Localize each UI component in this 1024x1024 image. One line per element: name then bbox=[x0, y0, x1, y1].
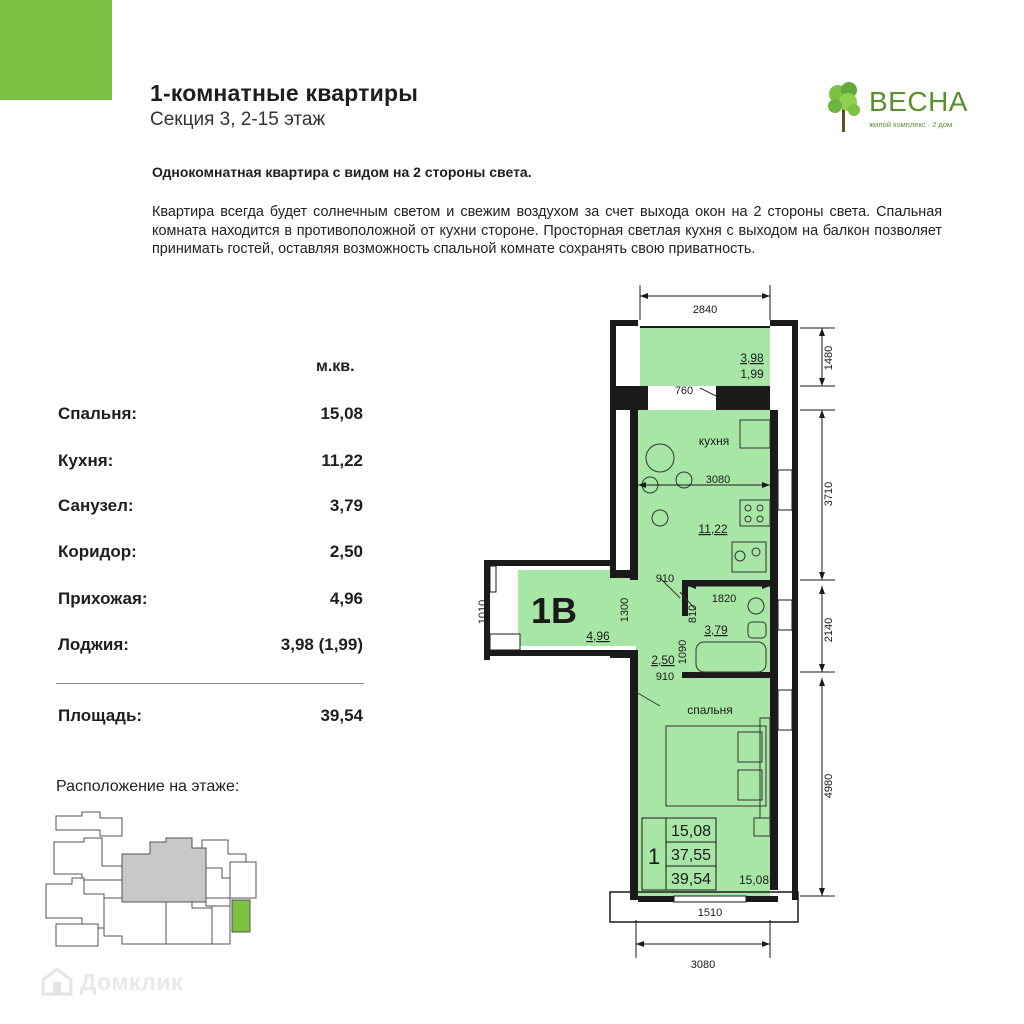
area-value: 2,50 bbox=[329, 542, 363, 561]
brand-tagline: жилой комплекс · 2 дом bbox=[869, 120, 953, 129]
dim-right-kitchen: 3710 bbox=[823, 481, 835, 507]
hall-area: 4,96 bbox=[586, 629, 610, 643]
area-value: 11,22 bbox=[321, 451, 363, 470]
brand-logo bbox=[824, 78, 968, 136]
area-label: Лоджия: bbox=[58, 635, 129, 654]
dim-window-width: 1510 bbox=[697, 907, 723, 919]
apartment-code: 1В bbox=[530, 590, 578, 631]
loggia-half-area: 1,99 bbox=[740, 367, 764, 381]
summary-rooms-count: 1 bbox=[647, 844, 661, 869]
watermark-text: Домклик bbox=[80, 969, 183, 995]
dim-bottom-width: 3080 bbox=[690, 959, 716, 971]
intro-lead: Однокомнатная квартира с видом на 2 стороны света. bbox=[152, 164, 532, 180]
dim-kitchen-door: 910 bbox=[655, 573, 675, 585]
area-value: 15,08 bbox=[320, 404, 363, 423]
area-label: Спальня: bbox=[58, 404, 138, 423]
summary-useful-area: 37,55 bbox=[670, 847, 712, 864]
kitchen-area: 11,22 bbox=[698, 522, 728, 536]
bedroom-label: спальня bbox=[687, 703, 733, 717]
area-value: 3,79 bbox=[329, 496, 363, 515]
floor-plan bbox=[470, 280, 870, 980]
total-value: 39,54 bbox=[320, 706, 363, 725]
dim-bath-door: 810 bbox=[687, 604, 699, 624]
dim-kitchen-width: 3080 bbox=[705, 474, 731, 486]
tree-icon bbox=[824, 80, 864, 134]
dim-bedroom-door: 910 bbox=[655, 671, 675, 683]
floor-location-minimap bbox=[42, 808, 272, 953]
bedroom-area: 15,08 bbox=[738, 873, 770, 887]
summary-living-area: 15,08 bbox=[670, 823, 712, 840]
dim-right-loggia: 1480 bbox=[823, 345, 835, 371]
area-units-header: м.кв. bbox=[316, 358, 355, 375]
house-icon bbox=[40, 966, 74, 996]
dim-corridor-length: 1090 bbox=[677, 639, 689, 665]
area-label: Прихожая: bbox=[58, 589, 148, 608]
area-label: Коридор: bbox=[58, 542, 137, 561]
dim-hall-depth: 1010 bbox=[477, 599, 489, 625]
area-value: 4,96 bbox=[329, 589, 363, 608]
page-subtitle: Секция 3, 2-15 этаж bbox=[150, 109, 326, 130]
area-value: 3,98 (1,99) bbox=[280, 635, 363, 654]
dim-right-bath: 2140 bbox=[823, 617, 835, 643]
intro-description: Квартира всегда будет солнечным светом и свежим воздухом за счет выхода окон на 2 стороны света. Спальная комната находится в противоположной от кухни стороне. Просторная светлая кухня с выходом на балкон позволяет принимать гостей, оставляя возможность спальной комнате сохранять свою приватность. bbox=[152, 204, 942, 257]
area-summary-box bbox=[642, 818, 716, 890]
brand-corner-block bbox=[0, 0, 112, 100]
bath-area: 3,79 bbox=[704, 623, 728, 637]
total-label: Площадь: bbox=[58, 706, 143, 725]
loggia-area: 3,98 bbox=[740, 351, 764, 365]
dim-hall-height: 1300 bbox=[619, 597, 631, 623]
location-label: Расположение на этаже: bbox=[56, 778, 240, 795]
brand-name: ВЕСНА bbox=[869, 86, 968, 117]
totals-divider bbox=[56, 683, 364, 684]
apartment-highlight bbox=[232, 900, 250, 932]
dim-bath-width: 1820 bbox=[711, 593, 737, 605]
kitchen-label: кухня bbox=[698, 434, 730, 448]
corridor-area: 2,50 bbox=[651, 653, 675, 667]
page-title: 1-комнатные квартиры bbox=[150, 80, 419, 106]
dim-right-bedroom: 4980 bbox=[823, 773, 835, 799]
dim-top-width: 2840 bbox=[692, 304, 718, 316]
summary-total-area: 39,54 bbox=[670, 871, 712, 888]
dim-loggia-door: 760 bbox=[674, 385, 694, 397]
area-label: Кухня: bbox=[58, 451, 114, 470]
watermark bbox=[40, 964, 220, 998]
area-label: Санузел: bbox=[58, 496, 134, 515]
